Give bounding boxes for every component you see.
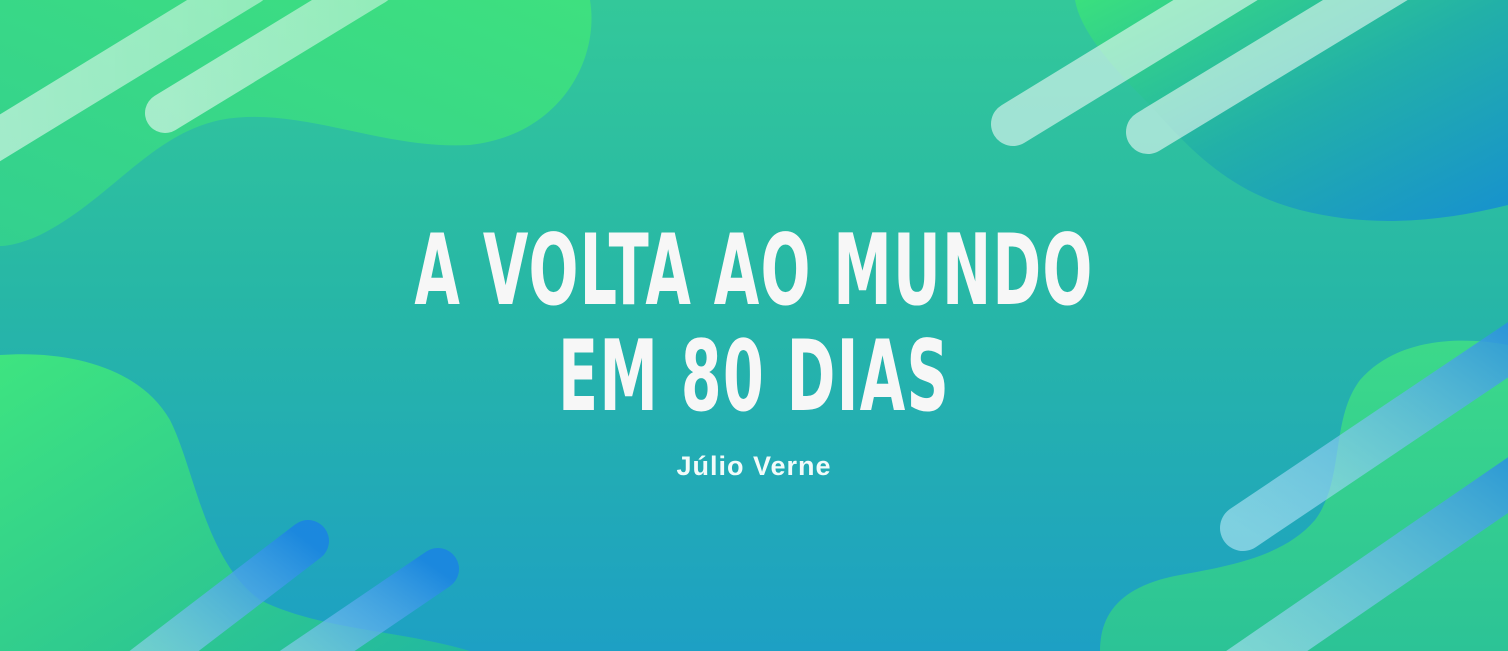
title-line-1: A VOLTA AO MUNDO xyxy=(414,214,1094,328)
author-name: Júlio Verne xyxy=(676,451,832,481)
book-title xyxy=(0,214,1508,434)
title-line-2: EM 80 DIAS xyxy=(557,320,950,434)
